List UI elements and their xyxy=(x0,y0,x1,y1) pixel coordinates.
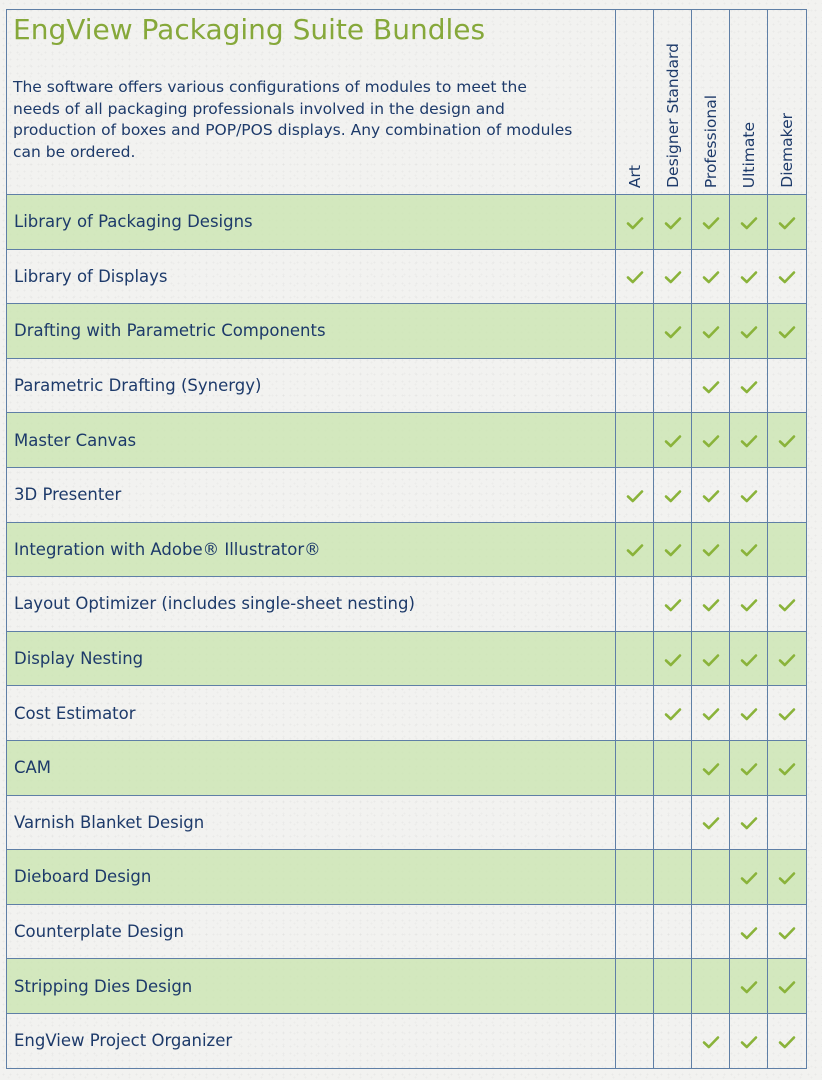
checkmark-icon xyxy=(664,270,682,284)
table-row xyxy=(7,467,807,522)
checkmark-icon xyxy=(702,1035,720,1049)
check-cell xyxy=(616,522,654,577)
bundle-name: Designer Standard xyxy=(663,43,682,188)
checkmark-icon xyxy=(664,434,682,448)
bundle-name: Ultimate xyxy=(739,121,758,188)
check-cell xyxy=(654,740,692,795)
checkmark-icon xyxy=(778,871,796,885)
check-cell xyxy=(730,304,768,359)
check-cell xyxy=(654,631,692,686)
check-cell xyxy=(768,304,807,359)
check-cell xyxy=(768,1013,807,1068)
checkmark-icon xyxy=(778,653,796,667)
feature-name: Dieboard Design xyxy=(7,850,616,905)
check-cell xyxy=(654,195,692,250)
check-cell xyxy=(692,358,730,413)
check-cell xyxy=(730,467,768,522)
table-row xyxy=(7,304,807,359)
check-cell xyxy=(654,358,692,413)
checkmark-icon xyxy=(778,980,796,994)
check-cell xyxy=(692,631,730,686)
checkmark-icon xyxy=(702,380,720,394)
check-cell xyxy=(616,577,654,632)
bundle-header-professional xyxy=(692,10,730,195)
bundle-name: Professional xyxy=(701,94,720,188)
check-cell xyxy=(692,577,730,632)
check-cell xyxy=(616,358,654,413)
feature-name: CAM xyxy=(7,740,616,795)
bundle-header-diemaker xyxy=(768,10,807,195)
checkmark-icon xyxy=(740,216,758,230)
checkmark-icon xyxy=(740,380,758,394)
check-cell xyxy=(768,413,807,468)
check-cell xyxy=(616,631,654,686)
table-row xyxy=(7,1013,807,1068)
check-cell xyxy=(692,740,730,795)
checkmark-icon xyxy=(740,543,758,557)
check-cell xyxy=(768,850,807,905)
checkmark-icon xyxy=(778,216,796,230)
checkmark-icon xyxy=(626,489,644,503)
check-cell xyxy=(616,904,654,959)
checkmark-icon xyxy=(664,325,682,339)
checkmark-icon xyxy=(778,434,796,448)
check-cell xyxy=(654,904,692,959)
checkmark-icon xyxy=(702,598,720,612)
table-row xyxy=(7,577,807,632)
feature-name: Library of Displays xyxy=(7,249,616,304)
check-cell xyxy=(692,850,730,905)
check-cell xyxy=(616,249,654,304)
table-header-row xyxy=(7,10,807,195)
checkmark-icon xyxy=(778,325,796,339)
feature-name: Stripping Dies Design xyxy=(7,959,616,1014)
checkmark-icon xyxy=(740,598,758,612)
feature-name: Varnish Blanket Design xyxy=(7,795,616,850)
checkmark-icon xyxy=(740,270,758,284)
checkmark-icon xyxy=(740,1035,758,1049)
check-cell xyxy=(692,249,730,304)
checkmark-icon xyxy=(740,325,758,339)
check-cell xyxy=(768,249,807,304)
checkmark-icon xyxy=(740,926,758,940)
check-cell xyxy=(730,631,768,686)
check-cell xyxy=(616,413,654,468)
check-cell xyxy=(692,413,730,468)
feature-name: Cost Estimator xyxy=(7,686,616,741)
feature-name: Display Nesting xyxy=(7,631,616,686)
check-cell xyxy=(654,795,692,850)
bundle-name: Art xyxy=(625,164,644,188)
check-cell xyxy=(692,795,730,850)
feature-name: Layout Optimizer (includes single-sheet nesting) xyxy=(7,577,616,632)
checkmark-icon xyxy=(664,707,682,721)
check-cell xyxy=(692,959,730,1014)
checkmark-icon xyxy=(702,653,720,667)
feature-name: 3D Presenter xyxy=(7,467,616,522)
check-cell xyxy=(654,850,692,905)
table-row xyxy=(7,195,807,250)
check-cell xyxy=(768,740,807,795)
checkmark-icon xyxy=(740,816,758,830)
check-cell xyxy=(730,959,768,1014)
check-cell xyxy=(654,1013,692,1068)
feature-name: Parametric Drafting (Synergy) xyxy=(7,358,616,413)
check-cell xyxy=(616,467,654,522)
check-cell xyxy=(616,195,654,250)
check-cell xyxy=(654,686,692,741)
feature-name: Drafting with Parametric Components xyxy=(7,304,616,359)
checkmark-icon xyxy=(626,543,644,557)
checkmark-icon xyxy=(626,216,644,230)
checkmark-icon xyxy=(778,1035,796,1049)
check-cell xyxy=(730,577,768,632)
checkmark-icon xyxy=(740,871,758,885)
check-cell xyxy=(616,850,654,905)
check-cell xyxy=(768,959,807,1014)
checkmark-icon xyxy=(664,543,682,557)
check-cell xyxy=(768,904,807,959)
feature-name: Master Canvas xyxy=(7,413,616,468)
checkmark-icon xyxy=(702,707,720,721)
checkmark-icon xyxy=(702,543,720,557)
page-title: EngView Packaging Suite Bundles xyxy=(13,13,486,46)
check-cell xyxy=(616,686,654,741)
check-cell xyxy=(768,631,807,686)
check-cell xyxy=(730,358,768,413)
checkmark-icon xyxy=(664,598,682,612)
check-cell xyxy=(654,304,692,359)
check-cell xyxy=(692,522,730,577)
table-row xyxy=(7,740,807,795)
check-cell xyxy=(654,577,692,632)
checkmark-icon xyxy=(702,216,720,230)
check-cell xyxy=(692,195,730,250)
bundle-comparison-table xyxy=(6,9,807,1069)
checkmark-icon xyxy=(664,489,682,503)
check-cell xyxy=(768,686,807,741)
table-row xyxy=(7,413,807,468)
checkmark-icon xyxy=(778,926,796,940)
checkmark-icon xyxy=(702,270,720,284)
checkmark-icon xyxy=(778,707,796,721)
check-cell xyxy=(616,959,654,1014)
check-cell xyxy=(730,195,768,250)
table-row xyxy=(7,959,807,1014)
table-row xyxy=(7,249,807,304)
checkmark-icon xyxy=(626,270,644,284)
checkmark-icon xyxy=(740,707,758,721)
check-cell xyxy=(730,904,768,959)
table-row xyxy=(7,795,807,850)
checkmark-icon xyxy=(778,598,796,612)
table-row xyxy=(7,358,807,413)
check-cell xyxy=(768,522,807,577)
checkmark-icon xyxy=(702,434,720,448)
check-cell xyxy=(730,522,768,577)
feature-rows xyxy=(7,195,807,1069)
check-cell xyxy=(654,413,692,468)
check-cell xyxy=(730,686,768,741)
title-block xyxy=(7,10,616,195)
check-cell xyxy=(692,1013,730,1068)
check-cell xyxy=(768,577,807,632)
check-cell xyxy=(654,959,692,1014)
check-cell xyxy=(616,1013,654,1068)
checkmark-icon xyxy=(702,762,720,776)
table-row xyxy=(7,686,807,741)
table-row xyxy=(7,631,807,686)
checkmark-icon xyxy=(778,270,796,284)
feature-name: EngView Project Organizer xyxy=(7,1013,616,1068)
intro-text: The software offers various configurations of modules to meet the needs of all packaging professionals involved in the design and production of boxes and POP/POS displays. Any combination of modules can be ordered. xyxy=(13,78,573,161)
check-cell xyxy=(768,795,807,850)
check-cell xyxy=(730,1013,768,1068)
check-cell xyxy=(768,195,807,250)
checkmark-icon xyxy=(702,816,720,830)
check-cell xyxy=(768,467,807,522)
check-cell xyxy=(768,358,807,413)
check-cell xyxy=(730,850,768,905)
check-cell xyxy=(616,795,654,850)
check-cell xyxy=(692,904,730,959)
check-cell xyxy=(616,740,654,795)
checkmark-icon xyxy=(778,762,796,776)
checkmark-icon xyxy=(664,653,682,667)
table-row xyxy=(7,850,807,905)
table-row xyxy=(7,904,807,959)
checkmark-icon xyxy=(740,489,758,503)
check-cell xyxy=(692,467,730,522)
check-cell xyxy=(616,304,654,359)
checkmark-icon xyxy=(664,216,682,230)
check-cell xyxy=(654,467,692,522)
check-cell xyxy=(692,304,730,359)
checkmark-icon xyxy=(740,434,758,448)
check-cell xyxy=(730,413,768,468)
check-cell xyxy=(730,249,768,304)
bundle-name: Diemaker xyxy=(778,113,796,188)
check-cell xyxy=(692,686,730,741)
bundle-header-ultimate xyxy=(730,10,768,195)
check-cell xyxy=(730,795,768,850)
checkmark-icon xyxy=(702,489,720,503)
checkmark-icon xyxy=(740,762,758,776)
table-row xyxy=(7,522,807,577)
checkmark-icon xyxy=(702,325,720,339)
bundle-header-designer-standard xyxy=(654,10,692,195)
checkmark-icon xyxy=(740,980,758,994)
feature-name: Integration with Adobe® Illustrator® xyxy=(7,522,616,577)
bundle-header-art xyxy=(616,10,654,195)
feature-name: Library of Packaging Designs xyxy=(7,195,616,250)
check-cell xyxy=(654,249,692,304)
check-cell xyxy=(654,522,692,577)
feature-name: Counterplate Design xyxy=(7,904,616,959)
checkmark-icon xyxy=(740,653,758,667)
check-cell xyxy=(730,740,768,795)
